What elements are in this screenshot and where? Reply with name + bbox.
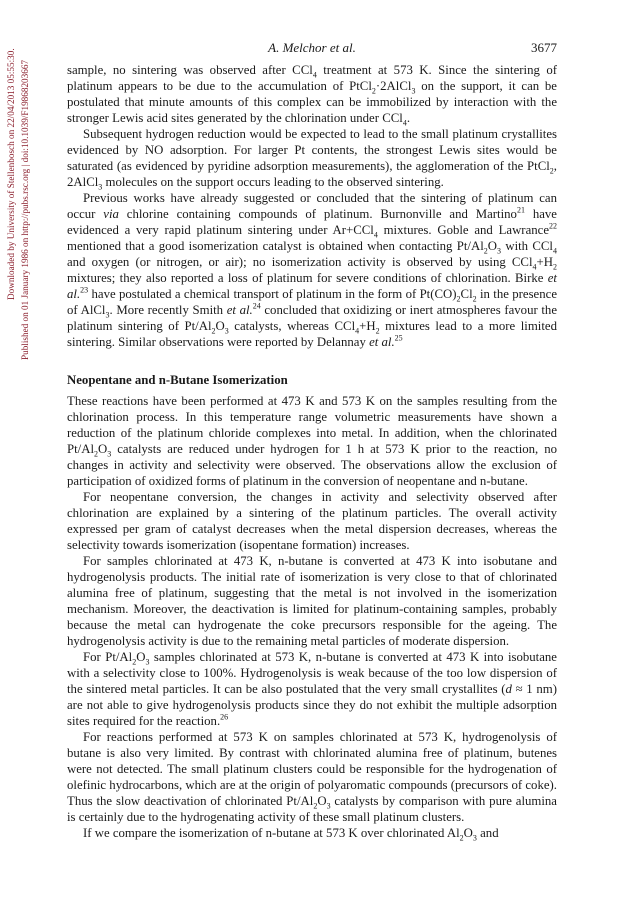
paragraph: If we compare the isomerization of n-butane at 573 K over chlorinated $Al_2O_3$ and: [83, 826, 499, 843]
publication-note[interactable]: [20, 60, 30, 360]
article-body: [67, 62, 557, 841]
paragraph: For reactions performed at 573 K on samples chlorinated at 573 K, hydrogenolysis of butane is also very limited. By contrast with chlorinated alumina free of platinum, butenes were not detected. The small platinum clusters could be responsible for the hydrogenation of olefinic hydrocarbons, which are at the origin of polyaromatic compounds (precursors of coke). Thus the slow deactivation of chlorinated $Pt/Al_2O_3$ catalysts by comparison with pure alumina is certainly due to the hydrogenating activity of these small platinum clusters.: [67, 730, 557, 824]
paragraph: For samples chlorinated at 473 K, n-butane is converted at 473 K into isobutane and hydrogenolysis products. The initial rate of isomerization is very close to that of chlorinated alumina free of platinum, suggesting that the metal is not involved in the isomerization mechanism. Moreover, the deactivation is limited for platinum-containing samples, probably because the metal can hydrogenate the coke precursors responsible for the ageing. The hydrogenolysis activity is due to the remaining metal particles of moderate dispersion.: [67, 554, 557, 648]
paragraph: For $Pt/Al_2O_3$ samples chlorinated at 573 K, n-butane is converted at 473 K into isobutane with a selectivity close to 100%. Hydrogenolysis is weak because of the too low dispersion of the sintered metal particles. It can be also postulated that the very small crystallites (d ≈ 1 nm) are not able to give hydrogenolysis products since they do not exhibit the multiple adsorption sites required for the reaction.$^{26}$: [67, 650, 557, 728]
paragraph: Previous works have already suggested or concluded that the sintering of platinum can occur via chlorine containing compounds of platinum. Burnonville and Martino$^{21}$ have evidenced a very rapid platinum sintering under Ar+CCl$_4$ mixtures. Goble and Lawrance$^{22}$ mentioned that a good isomerization catalyst is obtained when contacting $Pt/Al_2O_3$ with CCl$_4$ and oxygen (or nitrogen, or air); no isomerization activity is observed by using $CCl_4+H_2$ mixtures; they also reported a loss of platinum for severe conditions of chlorination. Birke et al.$^{23}$ have postulated a chemical transport of platinum in the form of $Pt(CO)_2Cl_2$ in the presence of AlCl$_3$. More recently Smith et al.$^{24}$ concluded that oxidizing or inert atmospheres favour the platinum sintering of $Pt/Al_2O_3$ catalysts, whereas $CCl_4+H_2$ mixtures lead to a more limited sintering. Similar observations were reported by Delannay et al.$^{25}$: [67, 191, 558, 349]
paragraph: For neopentane conversion, the changes in activity and selectivity observed after chlorination are explained by a sintering of the platinum particles. The overall activity expressed per gram of catalyst decreases when the metal dispersion decreases, whereas the selectivity towards isomerization (isopentane formation) increases.: [67, 490, 557, 552]
section-heading: Neopentane and n-Butane Isomerization: [67, 373, 288, 387]
paragraph: Subsequent hydrogen reduction would be expected to lead to the small platinum crystallites evidenced by NO adsorption. For larger Pt contents, the strongest Lewis sites would be saturated (as evidenced by pyridine adsorption measurements), the agglomeration of the PtCl$_2$, 2AlCl$_3$ molecules on the support occurs leading to the observed sintering.: [67, 127, 557, 192]
download-note: Downloaded by University of Stellenbosch on 22/04/2013 05:55:30.: [6, 48, 16, 300]
page-number: 3677: [531, 40, 557, 55]
paragraph: These reactions have been performed at 473 K and 573 K on the samples resulting from the chlorination process. In this temperature range volumetric measurements have shown a reduction of the platinum chloride complexes into metal. In addition, when the chlorinated $Pt/Al_2O_3$ catalysts are reduced under hydrogen for 1 h at 573 K prior to the reaction, no changes in activity and selectivity were observed. The observations allow the exclusion of participation of oxidized forms of platinum in the conversion of neopentane and n-butane.: [67, 394, 557, 488]
side-margin-notes: [0, 0, 60, 911]
publication-note-text: Published on 01 January 1986 on http://pubs.rsc.org | doi:10.1039/F19868203667: [20, 59, 30, 360]
paragraph: sample, no sintering was observed after CCl$_4$ treatment at 573 K. Since the sintering of platinum appears to be due to the accumulation of PtCl$_2$·2AlCl$_3$ on the support, it can be postulated that minute amounts of this complex can be immobilized by interaction with the stronger Lewis acid sites generated by the chlorination under CCl$_4$.: [67, 63, 557, 128]
header-author: A. Melchor et al.: [268, 40, 356, 55]
running-header: [67, 40, 557, 58]
